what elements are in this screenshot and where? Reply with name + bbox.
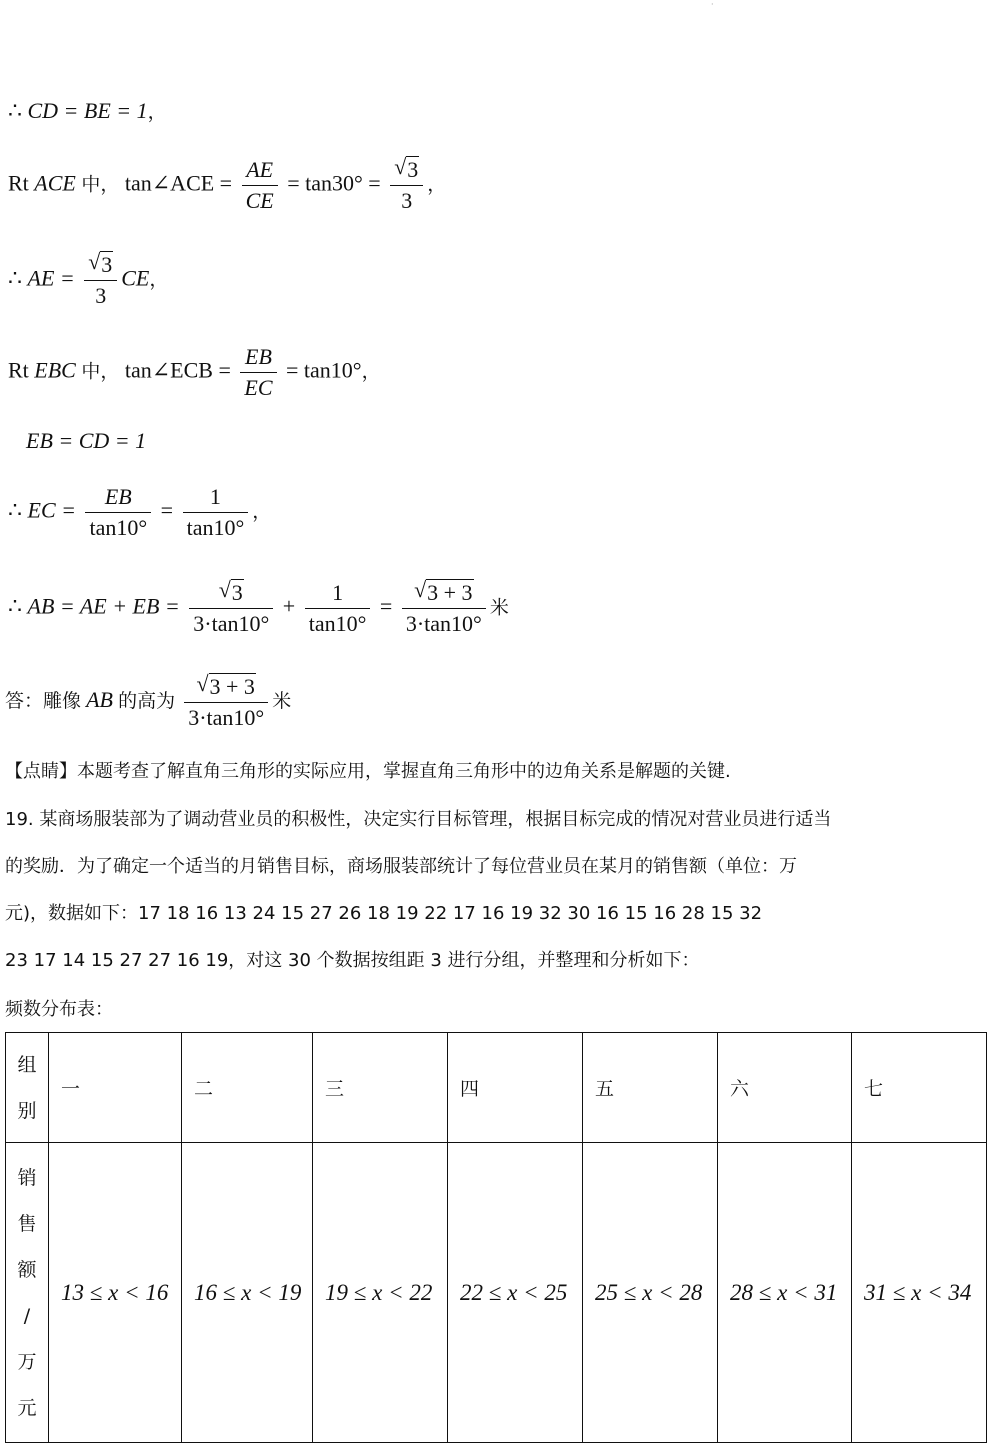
q19-line-3: 元)，数据如下：17 18 16 13 24 15 27 26 18 19 22 17 16 19 32 30 16 15 16 28 15 32 [5, 903, 763, 924]
fraction-sqrt3-3: √ 3 3 [84, 250, 117, 311]
fraction-1-tan10: $\frac{1}{\tan 10^\circ}$ [183, 482, 249, 543]
group-cell: 六 [718, 1033, 852, 1143]
range-cell: 31 ≤ x < 34 [852, 1143, 987, 1443]
range-cell: 28 ≤ x < 31 [718, 1143, 852, 1443]
frequency-table [5, 1032, 987, 1443]
line-rt-ace: Rt ACE 中， tan∠ACE = $\frac{AE}{CE}$ = tan30° = √ 3 3 ， [8, 155, 446, 216]
line-ec: ∴ EC = $\frac{EB}{\tan 10^\circ}$ = $\frac{1}{\tan 10^\circ}$ ， [8, 482, 271, 543]
sales-row [6, 1143, 987, 1443]
note-paragraph: 【点睛】本题考查了解直角三角形的实际应用，掌握直角三角形中的边角关系是解题的关键. [5, 761, 731, 782]
range-cell: 25 ≤ x < 28 [583, 1143, 718, 1443]
fraction-result: √ 3 + 3 3·tan10° [402, 578, 486, 639]
group-cell: 三 [313, 1033, 448, 1143]
zhong-text: 中， [81, 173, 120, 196]
group-row [6, 1033, 987, 1143]
q19-line-2: 的奖励．为了确定一个适当的月销售目标，商场服装部统计了每位营业员在某月的销售额（单位：万 [5, 856, 797, 877]
tan30-expression: = tan30° = [287, 170, 381, 196]
line-eb-cd: EB = CD = 1 [26, 428, 147, 453]
group-cell: 四 [448, 1033, 583, 1143]
fraction-sqrt3-3: √ 3 3 [390, 155, 423, 216]
fraction-ae-ce: $\frac{AE}{CE}$ [242, 155, 278, 216]
unit-mi: 米 [489, 596, 509, 619]
punctuation: ， [147, 101, 167, 123]
triangle-name: EBC [34, 357, 76, 383]
therefore-symbol: ∴ [8, 98, 22, 123]
range-cell: 19 ≤ x < 22 [313, 1143, 448, 1443]
tan-expression: tan∠ECB = [124, 357, 231, 383]
line-ae: ∴ AE = √ 3 3 CE， [8, 250, 168, 311]
answer-line: 答：雕像 AB 的高为 √ 3 + 3 3·tan10° 米 [5, 672, 291, 733]
rt-label: Rt [8, 170, 29, 196]
q19-line-1: 19. 某商场服装部为了调动营业员的积极性，决定实行目标管理，根据目标完成的情况对营业员进行适当 [5, 809, 832, 830]
triangle-name: ACE [34, 170, 76, 196]
top-mark: · [711, 0, 714, 9]
fraction-eb-ec: $\frac{EB}{EC}$ [240, 342, 276, 403]
fraction-sqrt3-3tan10: √ 3 3·tan10° [189, 578, 273, 639]
range-cell: 13 ≤ x < 16 [49, 1143, 182, 1443]
range-cell: 22 ≤ x < 25 [448, 1143, 583, 1443]
ce-term: CE [121, 265, 150, 291]
line-cd-be [8, 95, 167, 128]
sales-header: 销 售 额 / 万 元 [6, 1143, 49, 1443]
q19-line-4: 23 17 14 15 27 27 16 19，对这 30 个数据按组距 3 进行分组，并整理和分析如下： [5, 950, 700, 971]
group-header: 组 别 [6, 1033, 49, 1143]
ae-lhs: AE = [27, 265, 75, 291]
group-cell: 五 [583, 1033, 718, 1143]
fraction-eb-tan10: $\frac{EB}{\tan 10^\circ}$ [85, 482, 151, 543]
group-cell: 七 [852, 1033, 987, 1143]
tan-expression: tan∠ACE = [124, 170, 233, 196]
fraction-result: √ 3 + 3 3·tan10° [184, 672, 268, 733]
range-cell: 16 ≤ x < 19 [182, 1143, 313, 1443]
line-ab: ∴ AB = AE + EB = √ 3 3·tan10° + $\frac{1}{\tan 10^\circ}$ = √ 3 + 3 3·tan10° 米 [8, 578, 509, 639]
equation: CD = BE = 1 [27, 98, 148, 123]
group-cell: 二 [182, 1033, 313, 1143]
line-rt-ebc: Rt EBC 中， tan∠ECB = $\frac{EB}{EC}$ = tan10°， [8, 342, 381, 403]
table-caption: 频数分布表： [5, 999, 113, 1020]
fraction-1-tan10: $\frac{1}{\tan 10^\circ}$ [305, 578, 371, 639]
group-cell: 一 [49, 1033, 182, 1143]
